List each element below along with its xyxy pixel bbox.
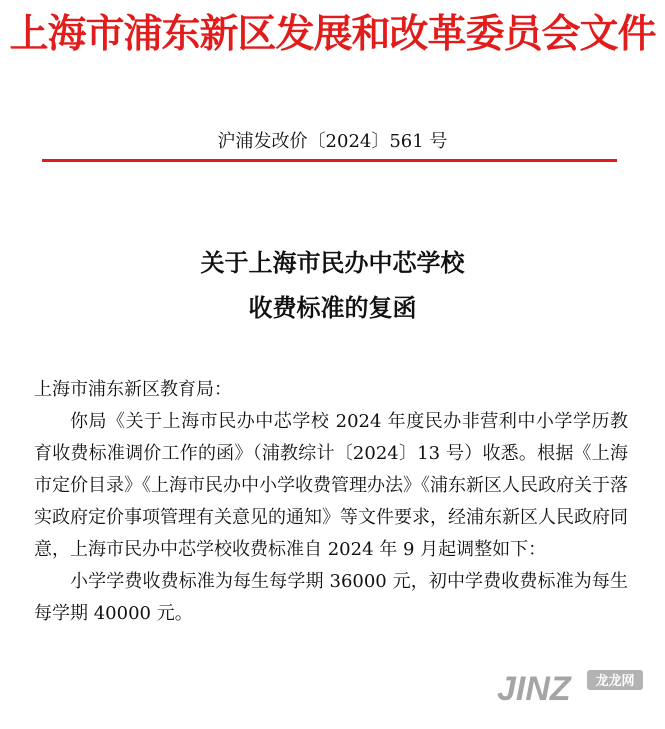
watermark-tag: 龙龙网: [595, 674, 635, 689]
jinz-watermark-logo: [495, 664, 645, 712]
document-title-line-2: 收费标准的复函: [248, 293, 417, 322]
letter-paragraph-1: 你局《关于上海市民办中芯学校 2024 年度民办非营利中小学学历教育收费标准调价工作的函》（浦教综计〔2024〕13 号）收悉。根据《上海市定价目录》《上海市民办中小学收费管理办法》《浦东新区人民政府关于落实政府定价事项管理有关意见的通知》等文件要求，经浦东新区人民政府同意，上海市民办中芯学校收费标准自 2024 年 9 月起调整如下：: [34, 411, 628, 560]
issuing-authority-header: 上海市浦东新区发展和改革委员会文件: [9, 11, 656, 57]
document-number: 沪浦发改价〔2024〕561 号: [217, 131, 448, 152]
document-title-line-1: 关于上海市民办中芯学校: [200, 248, 465, 277]
red-divider-line: [42, 159, 617, 162]
watermark-brand: JINZ: [497, 670, 571, 708]
letter-body: [34, 374, 628, 630]
letter-paragraph-2: 小学学费收费标准为每生每学期 36000 元，初中学费收费标准为每生每学期 40000 元。: [34, 571, 628, 624]
letter-recipient: 上海市浦东新区教育局：: [34, 379, 232, 400]
